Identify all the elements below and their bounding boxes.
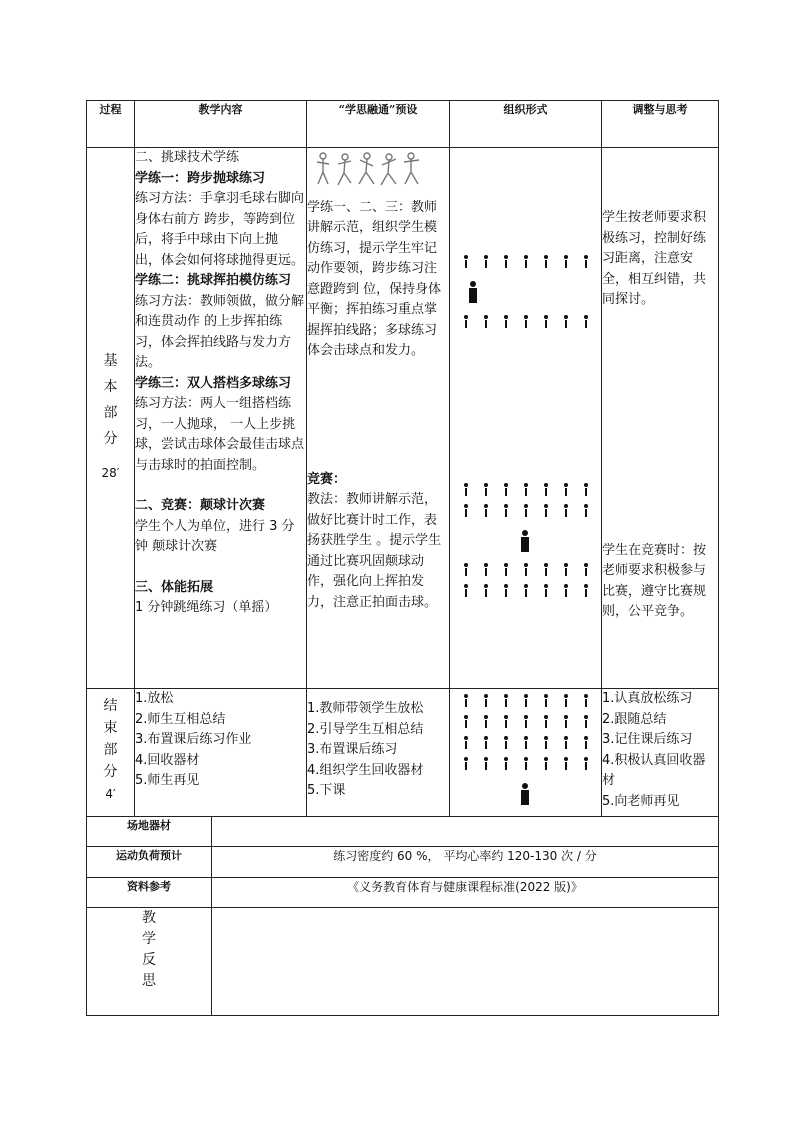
student-figure-icon — [544, 757, 548, 770]
student-figure-icon — [464, 504, 468, 517]
student-figure-icon — [564, 563, 568, 576]
adjust-text: 学生在竞赛时：按老师要求积极参与比赛，遵守比赛规 则，公平竞争。 — [602, 542, 707, 619]
student-figure-icon — [564, 757, 568, 770]
student-figure-icon — [464, 483, 468, 496]
student-row — [464, 560, 594, 580]
reflection-row — [87, 908, 719, 1016]
student-figure-icon — [544, 504, 548, 517]
list-item: 3.记住课后练习 — [602, 732, 693, 747]
load-value: 练习密度约 60 %， 平均心率约 120-130 次 / 分 — [212, 847, 719, 878]
drill-method: 练习方法：两人一组搭档练习，一人抛球， 一人上步挑球，尝试击球体会最佳击球点 与击球时的拍面控制。 — [135, 396, 305, 473]
lesson-plan-table — [86, 100, 719, 1016]
student-row — [464, 733, 594, 753]
drill-title: 学练三：双人搭档多球练习 — [135, 375, 292, 391]
student-figure-icon — [504, 255, 508, 268]
student-figure-icon — [564, 736, 568, 749]
ending-organization-cell — [450, 689, 602, 817]
student-figure-icon — [464, 563, 468, 576]
student-figure-icon — [564, 255, 568, 268]
header-adjust: 调整与思考 — [602, 101, 719, 148]
student-figure-icon — [544, 584, 548, 597]
phase-char: 分 — [103, 431, 118, 447]
header-preset: “学思融通”预设 — [307, 101, 450, 148]
student-figure-icon — [544, 694, 548, 707]
competition-desc: 学生个人为单位，进行 3 分钟 颠球计次赛 — [135, 518, 295, 554]
student-row — [464, 480, 594, 500]
student-figure-icon — [484, 736, 488, 749]
header-process: 过程 — [87, 101, 135, 148]
reference-label: 资料参考 — [87, 878, 212, 908]
phase-time: 28′ — [101, 466, 120, 480]
reflection-char: 学 — [142, 931, 156, 947]
reflection-char: 思 — [142, 973, 156, 989]
reference-value: 《义务教育体育与健康课程标准(2022 版)》 — [212, 878, 719, 908]
student-row — [464, 501, 594, 521]
section-title: 二、挑球技术学练 — [135, 150, 240, 165]
student-figure-icon — [464, 715, 468, 728]
header-content: 教学内容 — [135, 101, 307, 148]
student-figure-icon — [524, 757, 528, 770]
student-figure-icon — [484, 757, 488, 770]
student-row — [464, 712, 594, 732]
student-figure-icon — [484, 255, 488, 268]
reference-row — [87, 878, 719, 908]
fitness-title: 三、体能拓展 — [135, 579, 214, 595]
student-row — [464, 312, 594, 332]
list-item: 4.积极认真回收器材 — [602, 752, 706, 788]
list-item: 2.跟随总结 — [602, 711, 667, 727]
competition-preset-text: 教法：教师讲解示范，做好比赛计时工作，表 扬获胜学生 。提示学生通过比赛巩固颠球动 作，强化向上挥拍发力，注意正拍面击球。 — [307, 492, 442, 610]
student-figure-icon — [524, 736, 528, 749]
student-figure-icon — [544, 255, 548, 268]
ending-content-cell — [135, 689, 307, 817]
student-figure-icon — [504, 504, 508, 517]
list-item: 3.布置课后练习作业 — [135, 732, 252, 747]
phase-char: 结 — [103, 698, 118, 714]
venue-row — [87, 817, 719, 847]
student-figure-icon — [544, 563, 548, 576]
list-item: 1.认真放松练习 — [602, 691, 693, 706]
phase-char: 基 — [103, 353, 118, 369]
teacher-figure-icon — [468, 281, 478, 303]
student-figure-icon — [584, 483, 588, 496]
student-figure-icon — [584, 315, 588, 328]
student-figure-icon — [524, 483, 528, 496]
competition-title: 二、竞赛：颠球计次赛 — [135, 498, 266, 513]
ending-adjust-cell — [602, 689, 719, 817]
fitness-desc: 1 分钟跳绳练习（单摇） — [135, 600, 278, 615]
phase-char: 束 — [103, 720, 118, 736]
venue-label: 场地器材 — [87, 817, 212, 847]
student-figure-icon — [584, 255, 588, 268]
student-figure-icon — [464, 694, 468, 707]
student-figure-icon — [504, 483, 508, 496]
student-figure-icon — [584, 757, 588, 770]
student-figure-icon — [484, 694, 488, 707]
phase-char: 本 — [103, 379, 118, 395]
student-figure-icon — [584, 736, 588, 749]
student-figure-icon — [584, 715, 588, 728]
student-figure-icon — [484, 504, 488, 517]
student-figure-icon — [544, 315, 548, 328]
student-figure-icon — [464, 736, 468, 749]
basic-preset-cell — [307, 148, 450, 689]
student-row — [464, 581, 594, 601]
header-row — [87, 101, 719, 148]
venue-value — [212, 817, 719, 847]
header-organization: 组织形式 — [450, 101, 602, 148]
drill-title: 学练一：跨步抛球练习 — [135, 170, 266, 186]
list-item: 2.引导学生互相总结 — [307, 721, 424, 737]
student-figure-icon — [544, 483, 548, 496]
reflection-label — [87, 908, 212, 1016]
student-figure-icon — [524, 584, 528, 597]
phase-time: 4′ — [105, 787, 116, 801]
ending-preset-cell — [307, 689, 450, 817]
ending-section-row — [87, 689, 719, 817]
phase-char: 部 — [103, 742, 118, 758]
ending-phase-cell — [87, 689, 135, 817]
list-item: 4.组织学生回收器材 — [307, 762, 424, 778]
student-figure-icon — [464, 255, 468, 268]
basic-organization-cell — [450, 148, 602, 689]
list-item: 2.师生互相总结 — [135, 711, 226, 727]
formation-diagram — [450, 148, 601, 688]
student-figure-icon — [484, 584, 488, 597]
student-figure-icon — [524, 255, 528, 268]
student-figure-icon — [524, 563, 528, 576]
student-figure-icon — [504, 757, 508, 770]
competition-preset-title: 竞赛： — [307, 471, 347, 487]
student-figure-icon — [464, 584, 468, 597]
teacher-figure-icon — [520, 783, 530, 805]
list-item: 1.教师带领学生放松 — [307, 701, 424, 716]
student-figure-icon — [484, 715, 488, 728]
reflection-char: 教 — [142, 910, 156, 926]
student-figure-icon — [564, 504, 568, 517]
teacher-figure-icon — [520, 530, 530, 552]
drill-preset-text: 学练一、二、三：教师讲解示范，组织学生模仿练习，提示学生牢记动作要领，跨步练习注意蹬跨到 位，保持身体平衡；挥拍练习重点掌握挥拍线路；多球练习体会击球点和发力。 — [307, 199, 442, 358]
student-figure-icon — [484, 315, 488, 328]
reflection-char: 反 — [142, 952, 156, 968]
list-item: 5.师生再见 — [135, 773, 200, 788]
adjust-text: 学生按老师要求积极练习，控制好练习距离，注意安全，相互纠错，共同探讨。 — [602, 210, 707, 307]
phase-char: 分 — [103, 764, 118, 780]
list-item: 5.向老师再见 — [602, 793, 680, 809]
student-figure-icon — [504, 715, 508, 728]
student-figure-icon — [504, 563, 508, 576]
student-figure-icon — [564, 315, 568, 328]
student-figure-icon — [524, 715, 528, 728]
drill-method: 练习方法：手拿羽毛球右脚向身体右前方 跨步，等跨到位后，将手中球由下向上抛 出，体会如何将球抛得更远。 — [135, 191, 305, 268]
student-figure-icon — [464, 315, 468, 328]
student-figure-icon — [564, 584, 568, 597]
basic-section-row — [87, 148, 719, 689]
student-row — [464, 754, 594, 774]
footwork-sequence-illustration — [313, 150, 433, 190]
basic-adjust-cell — [602, 148, 719, 689]
drill-method: 练习方法：教师领做，做分解和连贯动作 的上步挥拍练习，体会挥拍线路与发力方 法。 — [135, 293, 305, 370]
basic-phase-cell — [87, 148, 135, 689]
student-figure-icon — [524, 694, 528, 707]
student-figure-icon — [524, 504, 528, 517]
student-figure-icon — [584, 694, 588, 707]
reflection-value — [212, 908, 719, 1016]
student-figure-icon — [584, 504, 588, 517]
student-figure-icon — [564, 694, 568, 707]
student-figure-icon — [584, 563, 588, 576]
load-row — [87, 847, 719, 878]
drill-title: 学练二：挑球挥拍模仿练习 — [135, 273, 292, 288]
student-figure-icon — [544, 715, 548, 728]
list-item: 5.下课 — [307, 783, 346, 798]
student-figure-icon — [524, 315, 528, 328]
student-figure-icon — [504, 584, 508, 597]
list-item: 3.布置课后练习 — [307, 742, 398, 757]
load-label: 运动负荷预计 — [87, 847, 212, 878]
list-item: 4.回收器材 — [135, 752, 200, 768]
list-item: 1.放松 — [135, 691, 174, 706]
student-figure-icon — [484, 563, 488, 576]
student-figure-icon — [504, 315, 508, 328]
student-row — [464, 691, 594, 711]
student-figure-icon — [464, 757, 468, 770]
student-figure-icon — [484, 483, 488, 496]
student-figure-icon — [564, 715, 568, 728]
basic-content-cell — [135, 148, 307, 689]
student-row — [464, 252, 594, 272]
student-figure-icon — [564, 483, 568, 496]
formation-diagram — [450, 689, 601, 816]
student-figure-icon — [584, 584, 588, 597]
phase-char: 部 — [103, 405, 118, 421]
student-figure-icon — [504, 736, 508, 749]
student-figure-icon — [504, 694, 508, 707]
student-figure-icon — [544, 736, 548, 749]
